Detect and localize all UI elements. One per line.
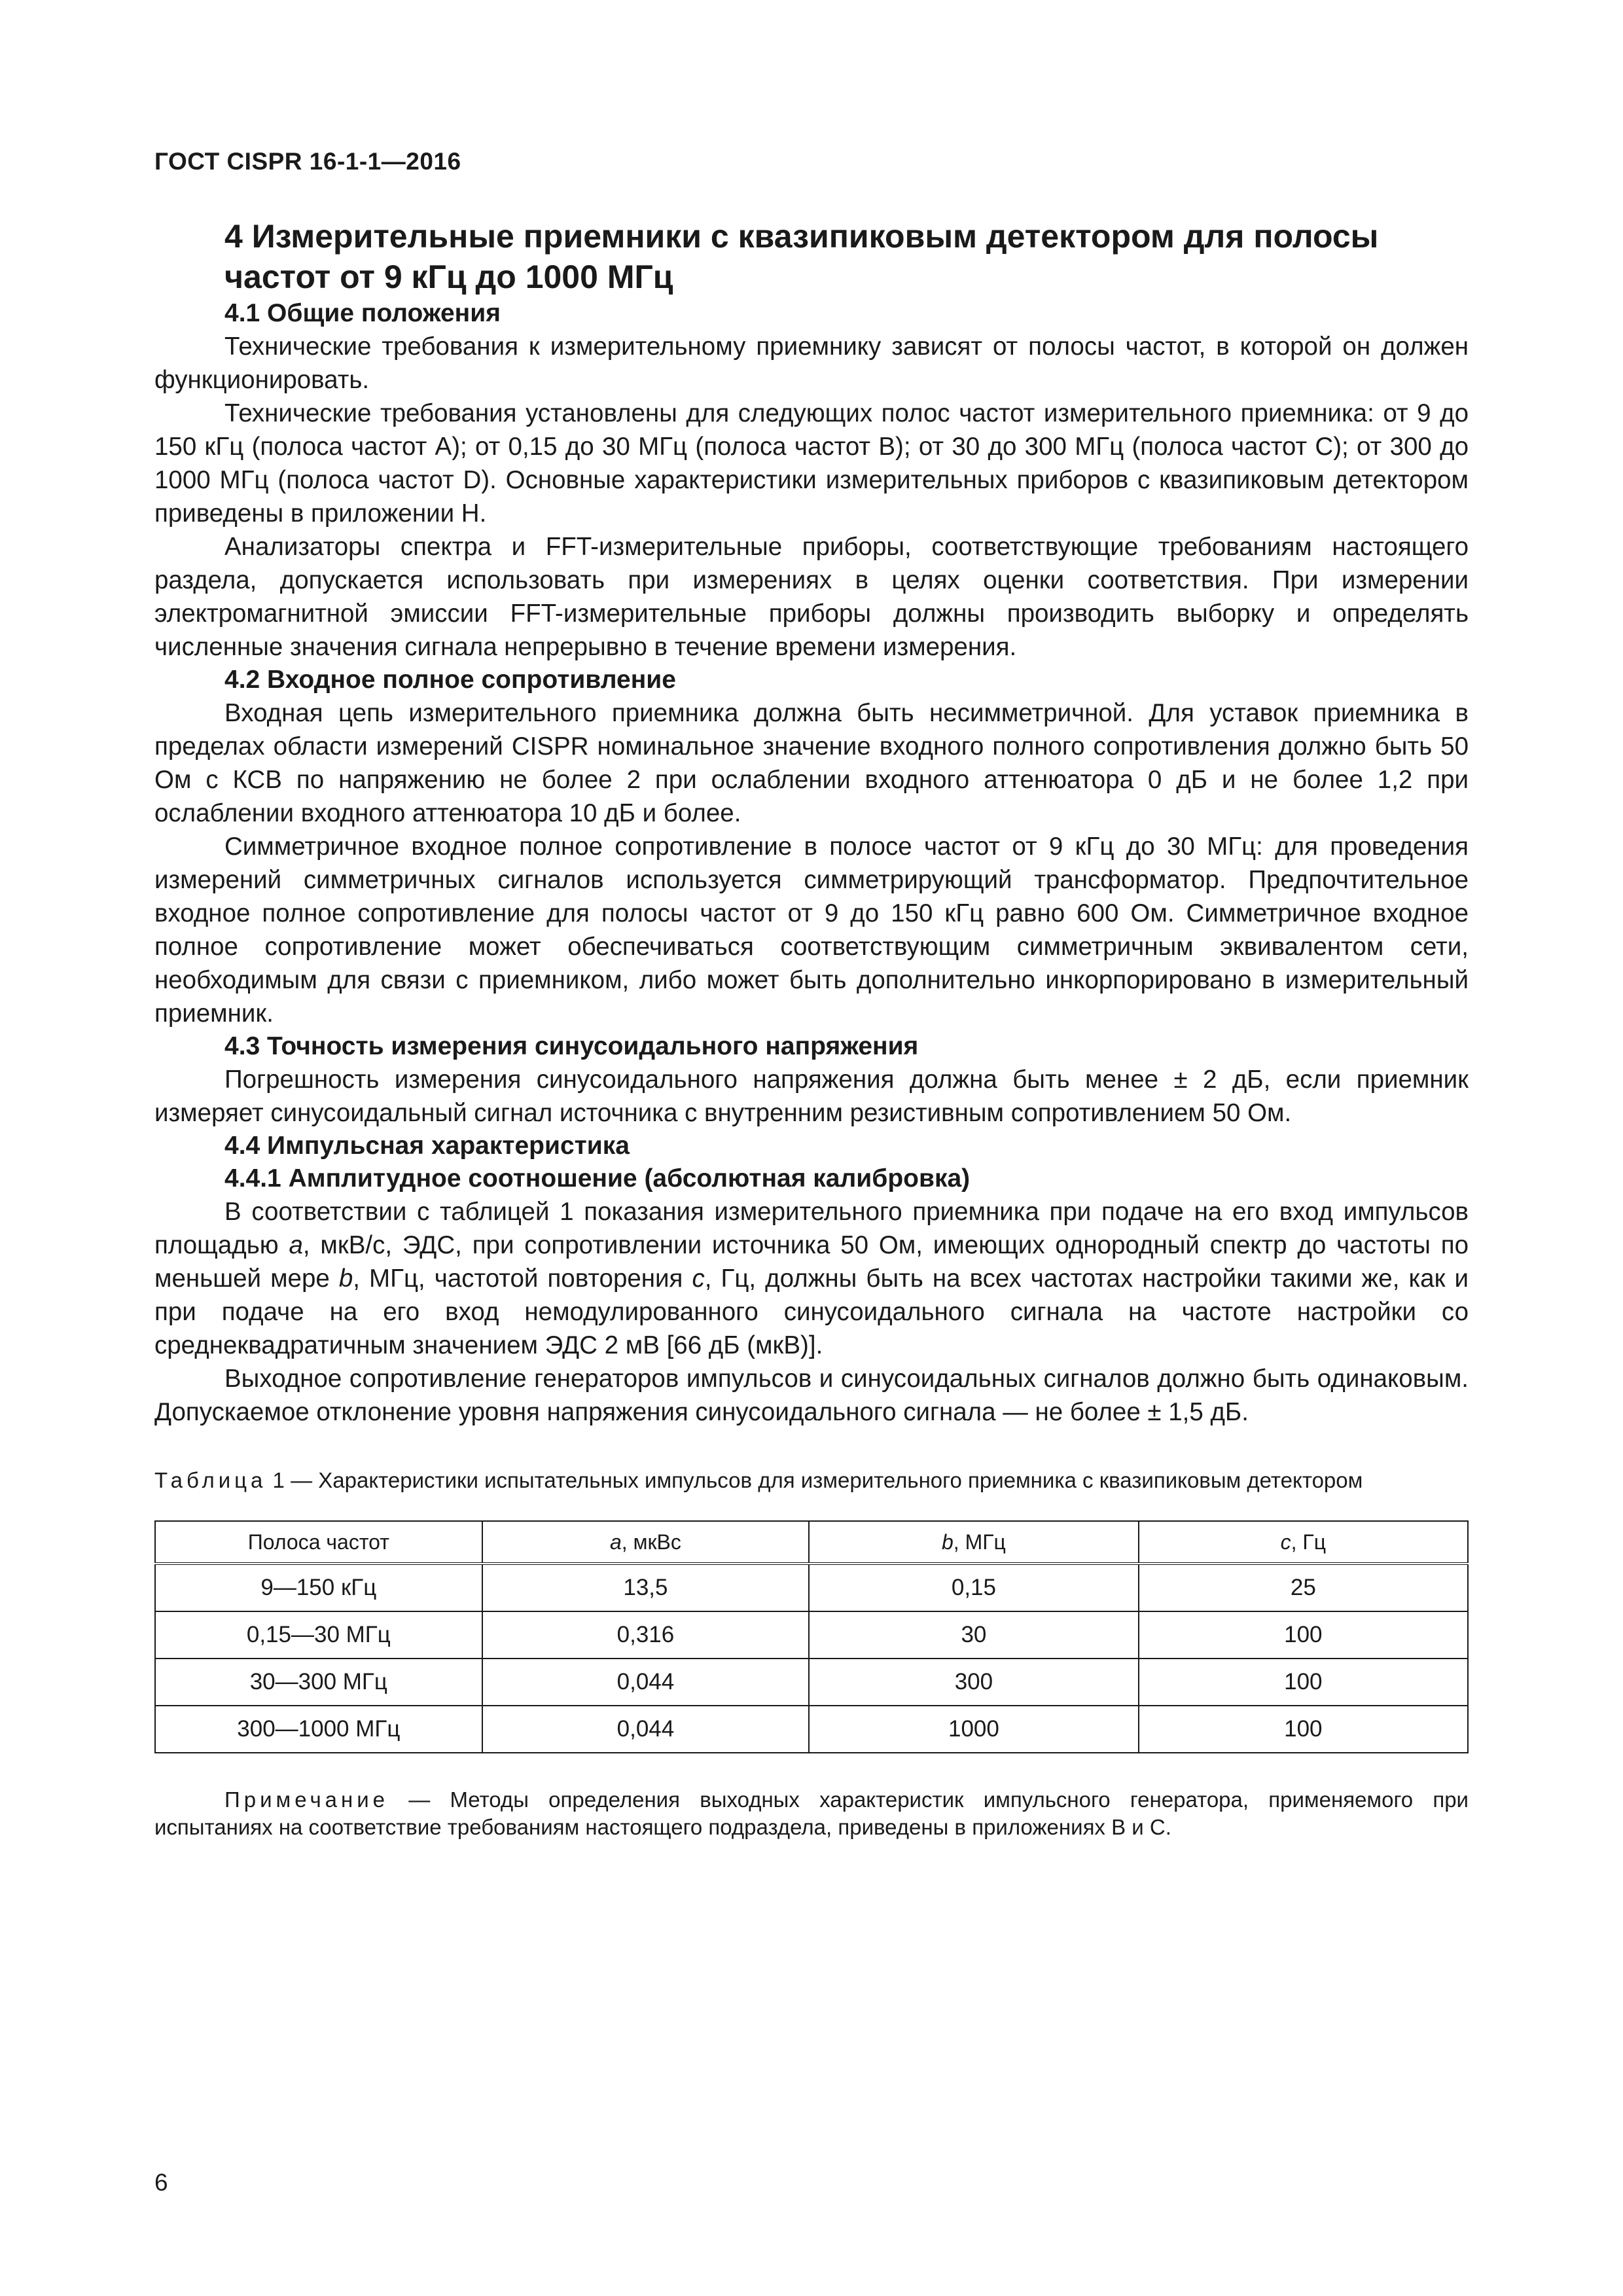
cell-band: 0,15—30 МГц: [155, 1611, 482, 1659]
table-row: [155, 1659, 1468, 1706]
paragraph: Технические требования установлены для следующих полос частот измерительного приемника: от 9 до 150 кГц (полоса частот A); от 0,15 до 30 МГц (полоса частот B); от 30 до 300 МГц (полоса частот C); от 300 до 1000 МГц (полоса частот D). Основные характеристики измерительных приборов с квазипиковым детектором приведены в приложении H.: [154, 399, 1469, 528]
paragraph: Входная цепь измерительного приемника должна быть несимметричной. Для уставок приемника в пределах области измерений CISPR номинальное значение входного полного сопротивления должно быть 50 Ом с КСВ по напряжению не более 2 при ослаблении входного аттенюатора 0 дБ и не более 1,2 при ослаблении входного аттенюатора 10 дБ и более.: [154, 699, 1469, 827]
note-label: Примечание: [224, 1787, 389, 1812]
cell-c: 100: [1139, 1706, 1468, 1753]
header-unit: , мкВс: [621, 1530, 681, 1554]
header-a: [482, 1521, 810, 1564]
header-c: [1139, 1521, 1468, 1564]
cell-c: 100: [1139, 1611, 1468, 1659]
cell-c: 100: [1139, 1659, 1468, 1706]
variable: c: [692, 1265, 705, 1293]
table-row: [155, 1706, 1468, 1753]
cell-band: 30—300 МГц: [155, 1659, 482, 1706]
cell-c: 25: [1139, 1564, 1468, 1611]
note-text: — Методы определения выходных характеристик импульсного генератора, применяемого при испытаниях на соответствие требованиям настоящего подраздела, приведены в приложениях B и C.: [154, 1787, 1469, 1839]
variable: c: [1280, 1530, 1291, 1554]
cell-a: 13,5: [482, 1564, 810, 1611]
cell-band: 300—1000 МГц: [155, 1706, 482, 1753]
header-frequency-band: Полоса частот: [155, 1521, 482, 1564]
table-caption-text: 1 — Характеристики испытательных импульсов для измерительного приемника с квазипиковым детектором: [266, 1468, 1363, 1492]
variable: a: [609, 1530, 622, 1554]
table-note: [154, 1786, 1469, 1841]
paragraph: Погрешность измерения синусоидального напряжения должна быть менее ± 2 дБ, если приемник измеряет синусоидальный сигнал источника с внутренним резистивным сопротивлением 50 Ом.: [154, 1066, 1469, 1127]
cell-b: 0,15: [809, 1564, 1138, 1611]
variable: b: [941, 1530, 954, 1554]
header-b: [809, 1521, 1138, 1564]
section-4-title: 4 Измерительные приемники с квазипиковым детектором для полосы частот от 9 кГц до 1000 МГц: [224, 218, 1379, 295]
section-4-4-1-title: 4.4.1 Амплитудное соотношение (абсолютная калибровка): [224, 1164, 971, 1193]
pulse-characteristics-table: [154, 1520, 1469, 1753]
paragraph: Симметричное входное полное сопротивление в полосе частот от 9 кГц до 30 МГц: для проведения измерений симметричных сигналов используется симметрирующий трансформатор. Предпочтительное входное полное сопротивление для полосы частот от 9 до 150 кГц равно 600 Ом. Симметричное входное полное сопротивление может обеспечиваться соответствующим симметричным эквивалентом сети, необходимым для связи с приемником, либо может быть дополнительно инкорпорировано в измерительный приемник.: [154, 833, 1469, 1028]
text-run: , МГц, частотой повторения: [353, 1265, 692, 1293]
section-4-2-title: 4.2 Входное полное сопротивление: [224, 666, 676, 694]
cell-band: 9—150 кГц: [155, 1564, 482, 1611]
paragraph: Выходное сопротивление генераторов импульсов и синусоидальных сигналов должно быть одинаковым. Допускаемое отклонение уровня напряжения синусоидального сигнала — не более ± 1,5 дБ.: [154, 1365, 1469, 1426]
cell-b: 1000: [809, 1706, 1138, 1753]
page-number: 6: [154, 2169, 168, 2196]
table-caption: [154, 1467, 1469, 1494]
section-4-4-title: 4.4 Импульсная характеристика: [224, 1132, 630, 1160]
paragraph: [154, 1195, 1469, 1362]
cell-a: 0,316: [482, 1611, 810, 1659]
paragraph: Технические требования к измерительному приемнику зависят от полосы частот, в которой он должен функционировать.: [154, 332, 1469, 394]
section-4-3-title: 4.3 Точность измерения синусоидального напряжения: [224, 1032, 919, 1060]
text-run: , мкВ/с, ЭДС, при сопротивлении источника 50 Ом, имеющих однородный спектр до частоты по меньшей мере: [154, 1231, 1469, 1293]
running-header: ГОСТ CISPR 16-1-1—2016: [154, 148, 461, 175]
cell-a: 0,044: [482, 1659, 810, 1706]
paragraph: Анализаторы спектра и FFT-измерительные приборы, соответствующие требованиям настоящего раздела, допускается использовать при измерениях в целях оценки соответствия. При измерении электромагнитной эмиссии FFT-измерительные приборы должны производить выборку и определять численные значения сигнала непрерывно в течение времени измерения.: [154, 533, 1469, 661]
page-content: [154, 216, 1469, 1841]
table-row: [155, 1564, 1468, 1611]
text-run: , Гц, должны быть на всех частотах настройки такими же, как и при подаче на его вход немодулированного синусоидального сигнала на частоте настройки со среднеквадратичным значением ЭДС 2 мВ [66 дБ (мкВ)].: [154, 1265, 1469, 1359]
header-unit: , МГц: [953, 1530, 1006, 1554]
cell-b: 30: [809, 1611, 1138, 1659]
cell-b: 300: [809, 1659, 1138, 1706]
section-4-1-title: 4.1 Общие положения: [224, 299, 501, 327]
variable: a: [289, 1231, 303, 1259]
table-label: Таблица: [154, 1468, 267, 1492]
text-run: В соответствии с таблицей 1 показания измерительного приемника при подаче на его вход импульсов площадью: [154, 1198, 1469, 1259]
table-header-row: [155, 1521, 1468, 1564]
cell-a: 0,044: [482, 1706, 810, 1753]
header-unit: , Гц: [1291, 1530, 1327, 1554]
variable: b: [338, 1265, 353, 1293]
table-row: [155, 1611, 1468, 1659]
